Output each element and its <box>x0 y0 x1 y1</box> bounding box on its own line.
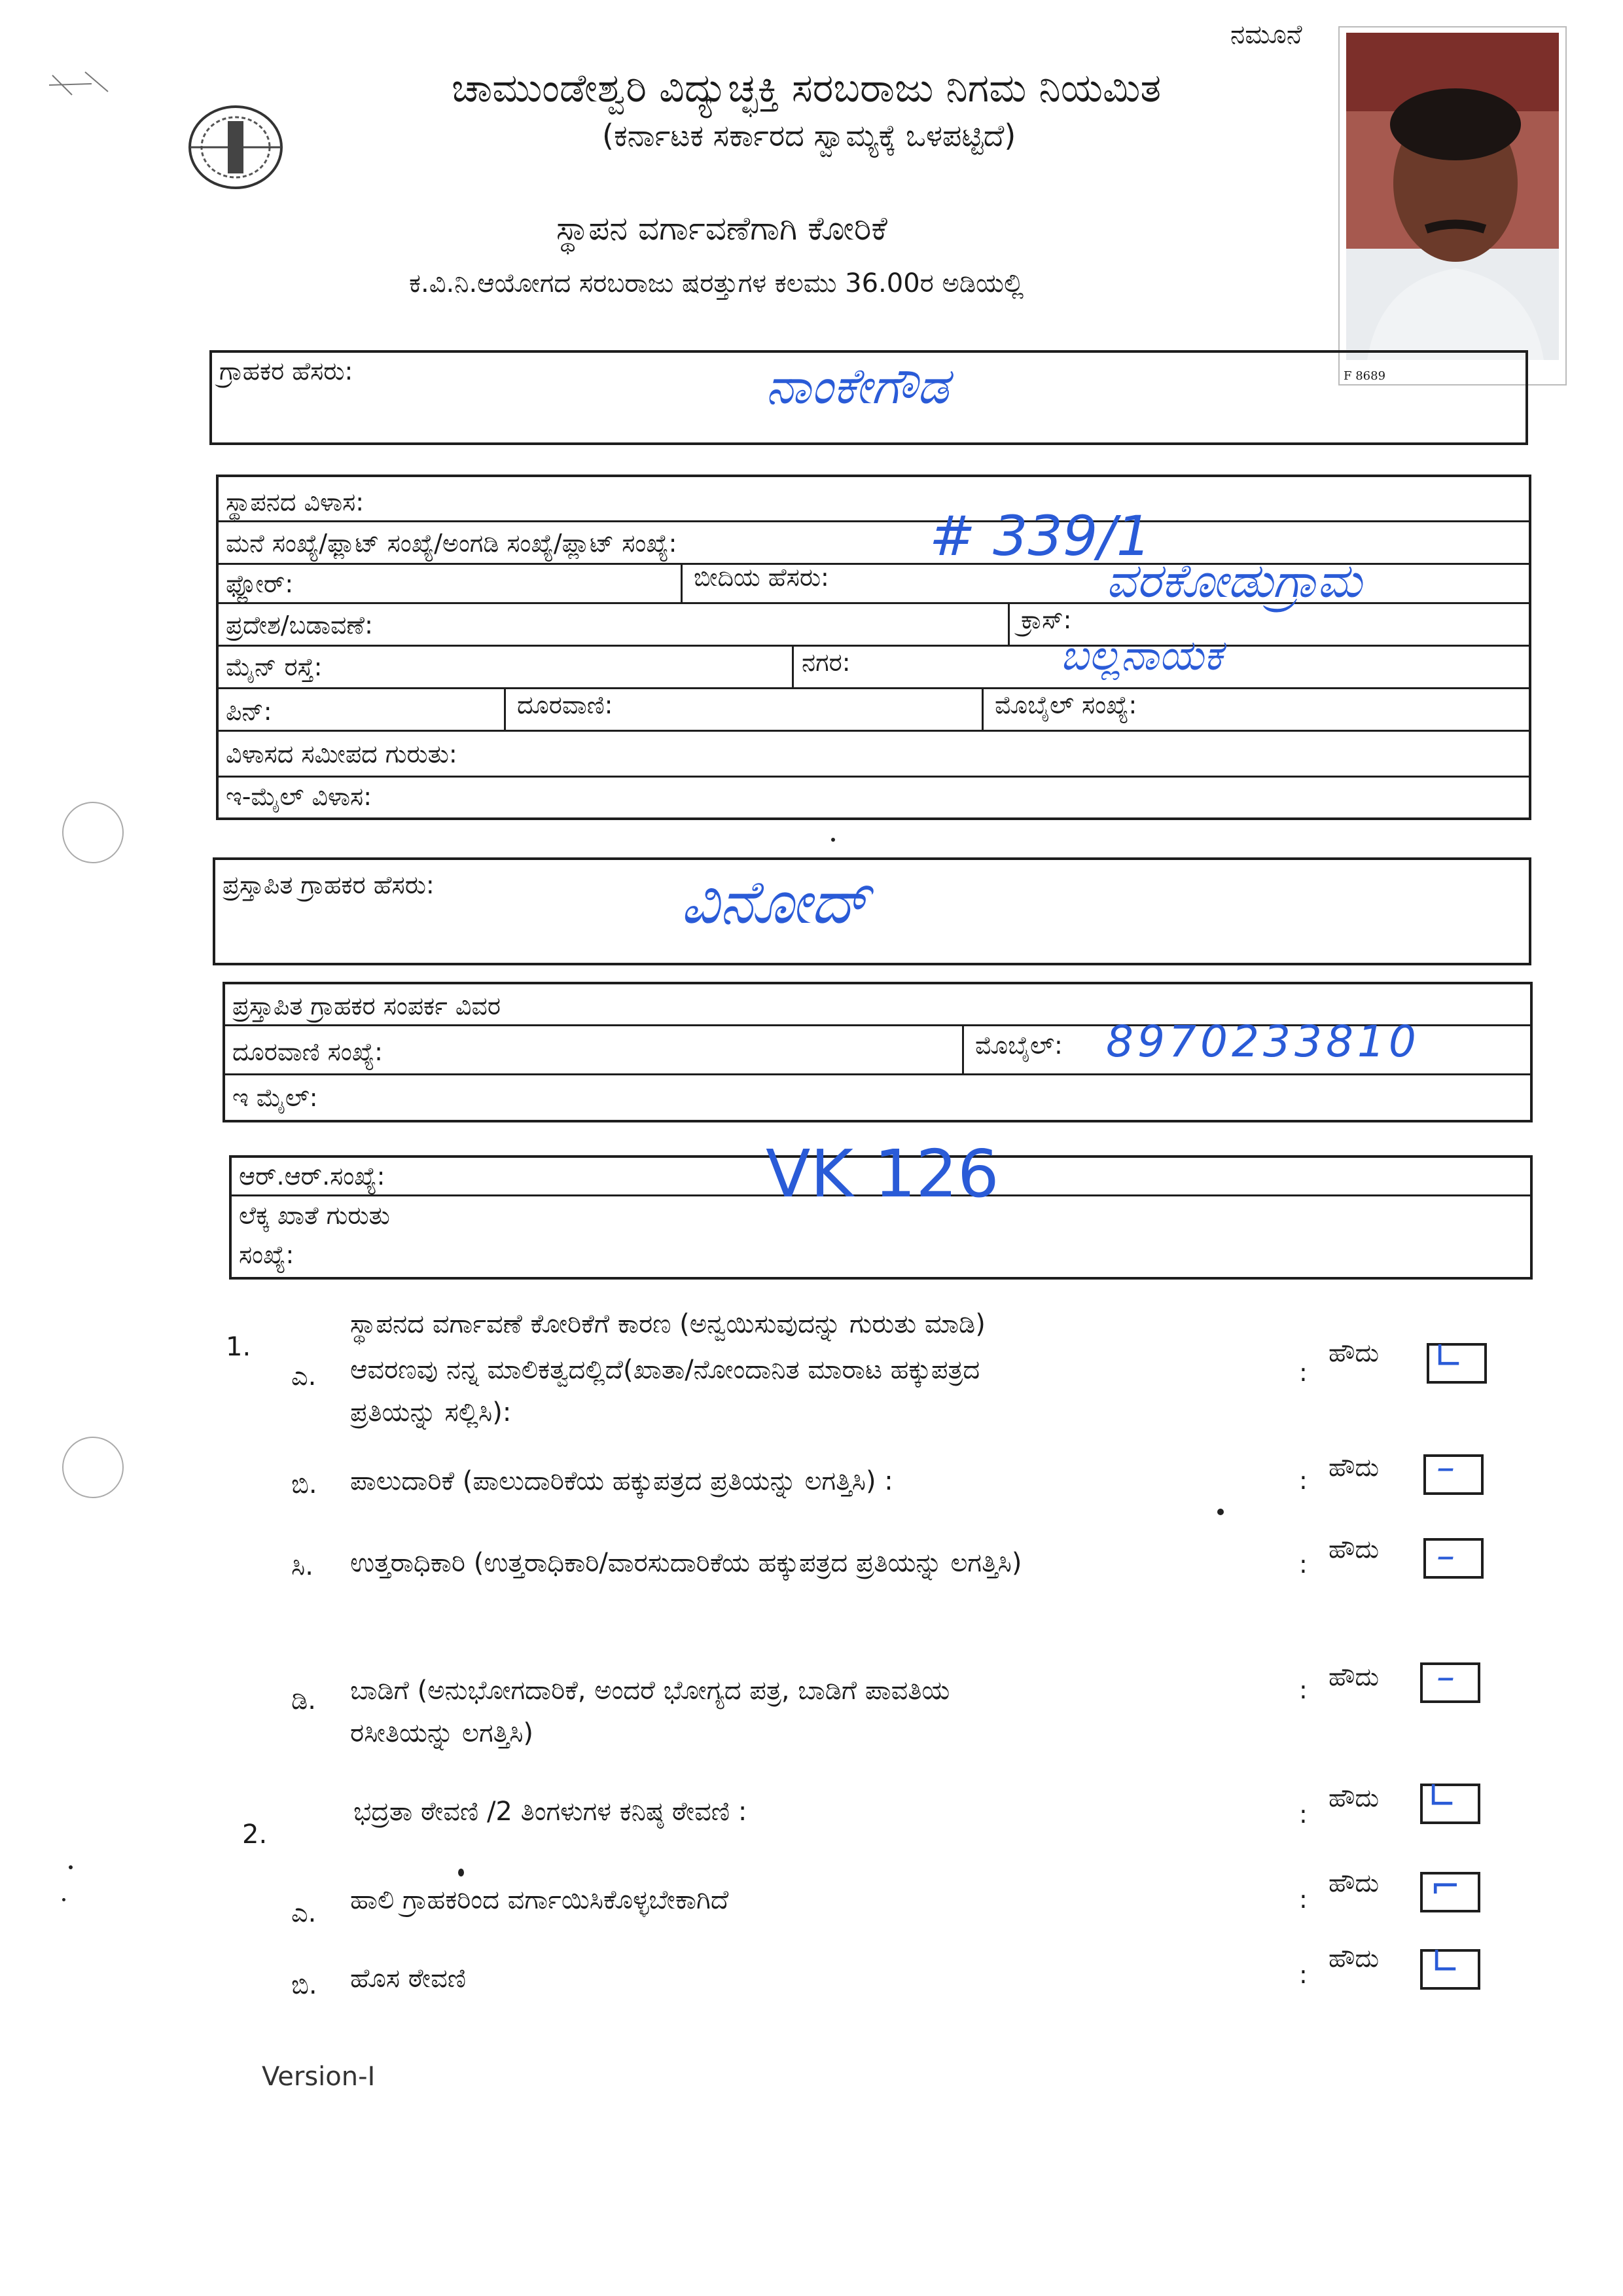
q1a-text: ಆವರಣವು ನನ್ನ ಮಾಲಿಕತ್ವದಲ್ಲಿದೆ(ಖಾತಾ/ನೋಂದಾನಿತ ಮಾರಾಟ ಹಕ್ಕುಪತ್ರದ <box>350 1355 980 1385</box>
contact-heading: ಪ್ರಸ್ತಾಪಿತ ಗ್ರಾಹಕರ ಸಂಪರ್ಕ ವಿವರ <box>232 992 501 1020</box>
q1c-yes-label: ಹೌದು <box>1329 1535 1380 1564</box>
landmark-label: ವಿಳಾಸದ ಸಮೀಪದ ಗುರುತು: <box>226 740 457 768</box>
city-label: ನಗರ: <box>802 648 851 677</box>
company-logo <box>177 98 294 196</box>
q1c-colon: : <box>1299 1550 1308 1579</box>
house-number-value[interactable]: # 339/1 <box>929 504 1152 568</box>
q1d-text-cont: ರಸೀತಿಯನ್ನು ಲಗತ್ತಿಸಿ) <box>350 1718 534 1748</box>
q1d-mark: – <box>1436 1656 1455 1698</box>
cross-label: ಕ್ರಾಸ್: <box>1021 605 1072 634</box>
form-title: ಸ್ಥಾಪನ ವರ್ಗಾವಣೆಗಾಗಿ ಕೋರಿಕೆ <box>556 209 887 247</box>
q2-colon: : <box>1299 1800 1308 1829</box>
account-number-label: ಸಂಖ್ಯೆ: <box>239 1240 294 1269</box>
q2b-yes-label: ಹೌದು <box>1329 1944 1380 1973</box>
contact-phone-label: ದೂರವಾಣಿ ಸಂಖ್ಯೆ: <box>232 1037 383 1066</box>
q1c-mark: – <box>1436 1535 1455 1577</box>
phone-label: ದೂರವಾಣಿ: <box>517 691 613 719</box>
q1a-yes-label: ಹೌದು <box>1329 1338 1380 1367</box>
q2a-yes-label: ಹೌದು <box>1329 1869 1380 1897</box>
q2-text: ಭದ್ರತಾ ಠೇವಣಿ /2 ತಿಂಗಳುಗಳ ಕನಿಷ್ಠ ಠೇವಣಿ : <box>353 1797 747 1827</box>
floor-label: ಫ್ಲೋರ್: <box>226 569 294 598</box>
q1c-text: ಉತ್ತರಾಧಿಕಾರಿ (ಉತ್ತರಾಧಿಕಾರಿ/ವಾರಸುದಾರಿಕೆಯ ಹಕ್ಕುಪತ್ರದ ಪ್ರತಿಯನ್ನು ಲಗತ್ತಿಸಿ) <box>350 1548 1022 1578</box>
q1-number: 1. <box>226 1332 251 1362</box>
q1-text: ಸ್ಥಾಪನದ ವರ್ಗಾವಣೆ ಕೋರಿಕೆಗೆ ಕಾರಣ (ಅನ್ವಯಿಸುವುದನ್ನು ಗುರುತು ಮಾಡಿ) <box>350 1309 986 1339</box>
contact-mobile-value[interactable]: 8970233810 <box>1106 1016 1420 1067</box>
q2a-mark: ⌐ <box>1430 1865 1461 1908</box>
q2a-letter: ಎ. <box>291 1898 317 1928</box>
q1d-letter: ಡಿ. <box>291 1685 316 1715</box>
q2-number: 2. <box>242 1820 268 1850</box>
q1b-letter: ಬಿ. <box>291 1469 317 1499</box>
q1b-yes-label: ಹೌದು <box>1329 1453 1380 1482</box>
govt-ownership-note: (ಕರ್ನಾಟಕ ಸರ್ಕಾರದ ಸ್ವಾಮ್ಯಕ್ಕೆ ಒಳಪಟ್ಟಿದೆ) <box>602 118 1016 153</box>
q1d-text: ಬಾಡಿಗೆ (ಅನುಭೋಗದಾರಿಕೆ, ಅಂದರೆ ಭೋಗ್ಯದ ಪತ್ರ, ಬಾಡಿಗೆ ಪಾವತಿಯ <box>350 1676 950 1706</box>
photo-code: F 8689 <box>1344 369 1386 383</box>
corner-mark <box>46 65 111 105</box>
address-heading: ಸ್ಥಾಪನದ ವಿಳಾಸ: <box>226 488 365 516</box>
mobile-label: ಮೊಬೈಲ್ ಸಂಖ್ಯೆ: <box>995 691 1137 719</box>
q1c-letter: ಸಿ. <box>291 1551 313 1581</box>
q1b-colon: : <box>1299 1466 1308 1495</box>
pin-label: ಪಿನ್: <box>226 697 272 726</box>
area-label: ಪ್ರದೇಶ/ಬಡಾವಣೆ: <box>226 611 373 639</box>
rr-number-label: ಆರ್.ಆರ್.ಸಂಖ್ಯೆ: <box>239 1162 385 1191</box>
q2b-colon: : <box>1299 1960 1308 1989</box>
applicant-photo <box>1338 26 1567 386</box>
rr-number-value[interactable]: VK 126 <box>766 1136 999 1212</box>
q1b-mark: – <box>1436 1446 1455 1489</box>
q1d-yes-label: ಹೌದು <box>1329 1662 1380 1691</box>
form-subtitle: ಕ.ವಿ.ನಿ.ಆಯೋಗದ ಸರಬರಾಜು ಷರತ್ತುಗಳ ಕಲಮು 36.00ರ ಅಡಿಯಲ್ಲಿ <box>409 268 1024 298</box>
q1a-letter: ಎ. <box>291 1361 317 1391</box>
q2-yes-label: ಹೌದು <box>1329 1784 1380 1812</box>
punch-hole-top <box>62 802 124 863</box>
q1b-text: ಪಾಲುದಾರಿಕೆ (ಪಾಲುದಾರಿಕೆಯ ಹಕ್ಕುಪತ್ರದ ಪ್ರತಿಯನ್ನು ಲಗತ್ತಿಸಿ) : <box>350 1466 893 1496</box>
contact-mobile-label: ಮೊಬೈಲ್: <box>975 1031 1063 1060</box>
city-value[interactable]: ಬಲ್ಲನಾಯಕ <box>1060 632 1222 680</box>
q1a-mark: ∟ <box>1433 1335 1464 1378</box>
q2-mark: ∟ <box>1427 1775 1457 1818</box>
q1d-colon: : <box>1299 1676 1308 1704</box>
street-label: ಬೀದಿಯ ಹೆಸರು: <box>694 563 829 592</box>
main-road-label: ಮೈನ್ ರಸ್ತೆ: <box>226 653 323 681</box>
proposed-name-label: ಪ್ರಸ್ತಾಪಿತ ಗ್ರಾಹಕರ ಹೆಸರು: <box>223 870 435 899</box>
version-label: Version-I <box>262 2062 376 2092</box>
account-label: ಲೆಕ್ಕ ಖಾತೆ ಗುರುತು <box>239 1201 390 1230</box>
form-tag: ನಮೂನೆ <box>1230 20 1302 50</box>
punch-hole-bottom <box>62 1437 124 1498</box>
email-label: ಇ-ಮೈಲ್ ವಿಳಾಸ: <box>226 782 372 811</box>
q2b-letter: ಬಿ. <box>291 1970 317 2000</box>
street-value[interactable]: ವರಕೋಡುಗ್ರಾಮ <box>1106 553 1363 608</box>
proposed-name-value[interactable]: ವಿನೋದ್ <box>681 867 870 937</box>
q2a-text: ಹಾಲಿ ಗ್ರಾಹಕರಿಂದ ವರ್ಗಾಯಿಸಿಕೊಳ್ಳಬೇಕಾಗಿದೆ <box>350 1885 729 1915</box>
q1a-text-cont: ಪ್ರತಿಯನ್ನು ಸಲ್ಲಿಸಿ): <box>350 1397 512 1427</box>
q2b-text: ಹೊಸ ಠೇವಣಿ <box>350 1964 467 1994</box>
house-number-label: ಮನೆ ಸಂಖ್ಯೆ/ಫ್ಲಾಟ್ ಸಂಖ್ಯೆ/ಅಂಗಡಿ ಸಂಖ್ಯೆ/ಪ್ಲಾಟ್ ಸಂಖ್ಯೆ: <box>226 529 677 558</box>
contact-email-label: ಇ ಮೈಲ್: <box>232 1083 318 1112</box>
q1a-colon: : <box>1299 1358 1308 1387</box>
company-name: ಚಾಮುಂಡೇಶ್ವರಿ ವಿದ್ಯುಚ್ಛಕ್ತಿ ಸರಬರಾಜು ನಿಗಮ ನಿಯಮಿತ <box>452 65 1162 111</box>
q2a-colon: : <box>1299 1885 1308 1914</box>
consumer-name-label: ಗ್ರಾಹಕರ ಹೆಸರು: <box>219 357 353 386</box>
q2b-mark: ∟ <box>1430 1941 1461 1983</box>
consumer-name-value[interactable]: ನಾಂಕೇಗೌಡ <box>766 357 949 415</box>
